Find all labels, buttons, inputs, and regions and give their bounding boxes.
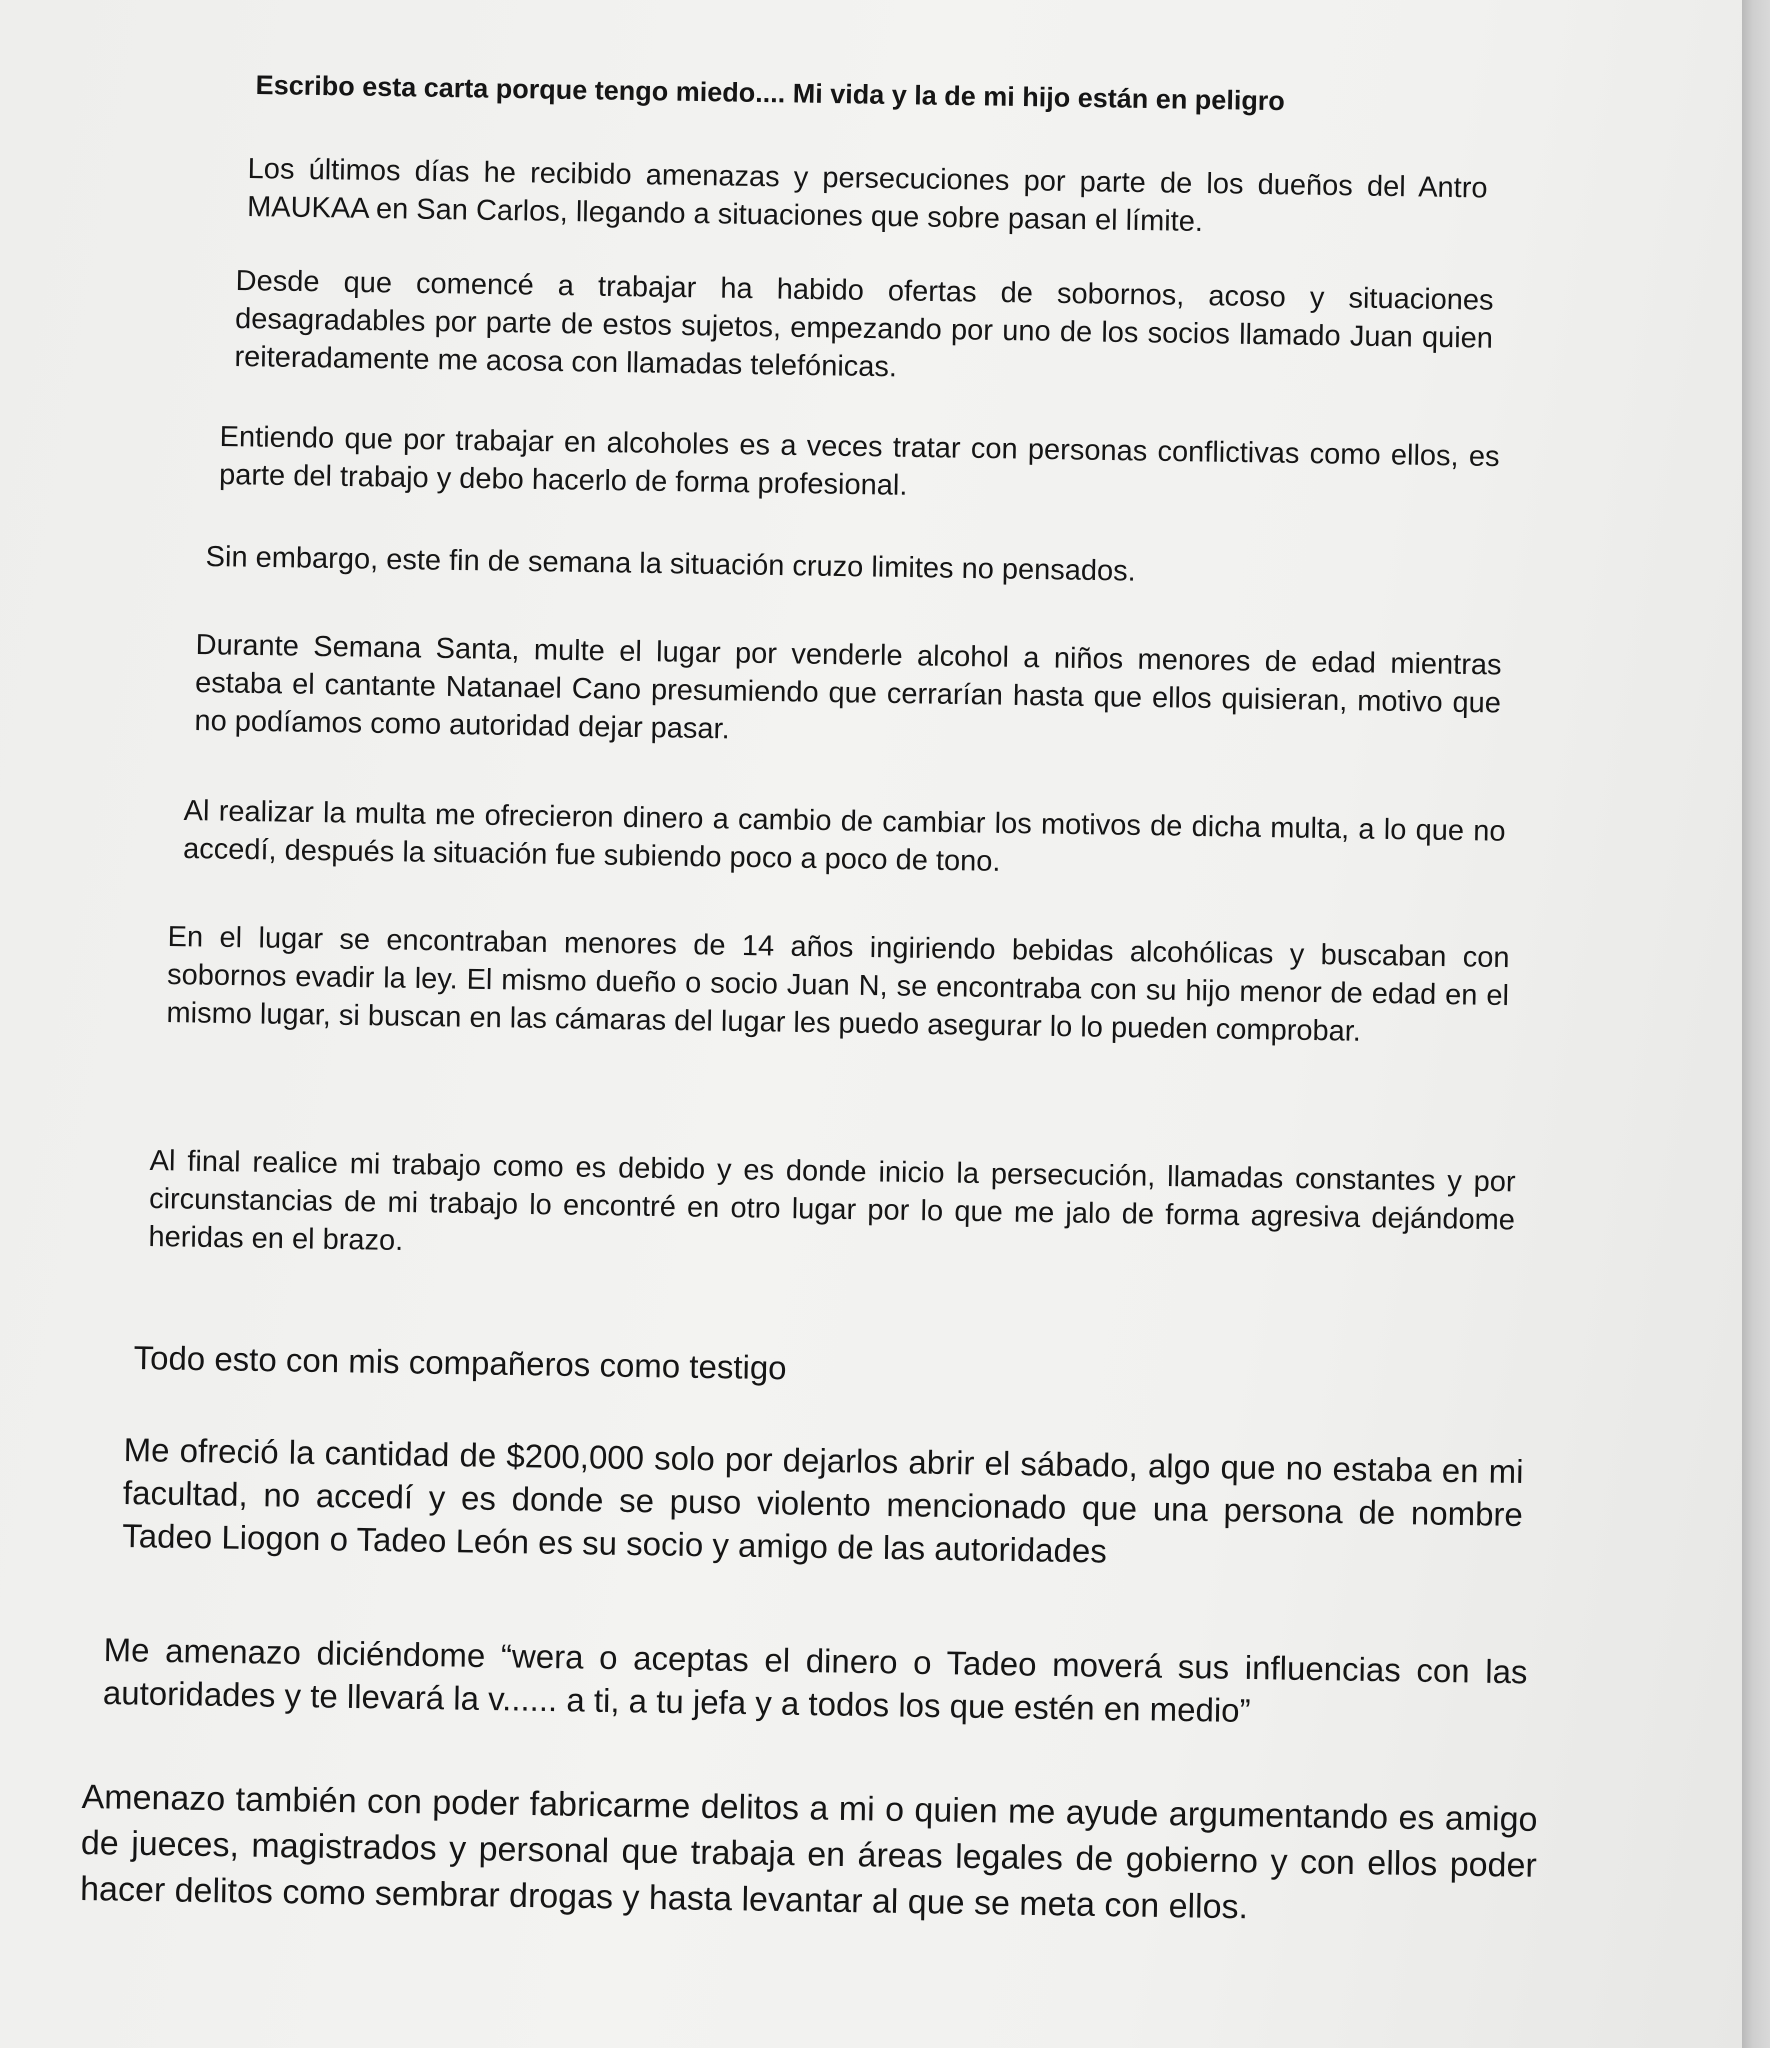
paragraph: Todo esto con mis compañeros como testigo xyxy=(133,1338,787,1387)
paragraph: Al realizar la multa me ofrecieron dinero a cambio de cambiar los motivos de dicha multa, a lo que no accedí, después la situación fue subiendo poco a poco de tono. xyxy=(182,794,1506,878)
paragraph: Al final realice mi trabajo como es debido y es donde inicio la persecución, llamadas constantes y por circunstancias de mi trabajo lo encontré en otro lugar por lo que me jalo de forma agresiva dejándome heridas en el brazo. xyxy=(148,1144,1516,1257)
paragraph: Me amenazo diciéndome “wera o aceptas el dinero o Tadeo moverá sus influencias con las autoridades y te llevará la v...... a ti, a tu jefa y a todos los que estén en medio” xyxy=(102,1630,1528,1730)
letter-title: Escribo esta carta porque tengo miedo.... Mi vida y la de mi hijo están en peligro xyxy=(255,69,1286,117)
paragraph: Amenazo también con poder fabricarme delitos a mi o quien me ayude argumentando es amigo de jueces, magistrados y personal que trabaja en áreas legales de gobierno y con ellos poder hacer delitos como sembrar drogas y hasta levantar al que se meta con ellos. xyxy=(79,1777,1538,1927)
paragraph: Me ofreció la cantidad de $200,000 solo por dejarlos abrir el sábado, algo que no estaba en mi facultad, no accedí y es donde se puso violento mencionado que una persona de nombre Tadeo Liogon o Tadeo León es su socio y amigo de las autoridades xyxy=(122,1430,1524,1570)
paragraph: En el lugar se encontraban menores de 14 años ingiriendo bebidas alcohólicas y buscaban con sobornos evadir la ley. El mismo dueño o socio Juan N, se encontraba con su hijo menor de edad en el mismo lugar, si buscan en las cámaras del lugar les puedo asegurar lo lo pueden comprobar. xyxy=(166,920,1510,1048)
paragraph: Desde que comencé a trabajar ha habido ofertas de sobornos, acoso y situaciones desagradables por parte de estos sujetos, empezando por uno de los socios llamado Juan quien reiteradamente me acosa con llamadas telefónicas. xyxy=(234,264,1494,384)
paragraph: Los últimos días he recibido amenazas y persecuciones por parte de los dueños del Antro MAUKAA en San Carlos, llegando a situaciones que sobre pasan el límite. xyxy=(246,152,1488,239)
paragraph: Entiendo que por trabajar en alcoholes es a veces tratar con personas conflictivas como ellos, es parte del trabajo y debo hacerlo de forma profesional. xyxy=(218,420,1500,502)
paragraph: Sin embargo, este fin de semana la situación cruzo limites no pensados. xyxy=(205,540,1136,588)
paragraph: Durante Semana Santa, multe el lugar por venderle alcohol a niños menores de edad mientras estaba el cantante Natanael Cano presumiendo que cerrarían hasta que ellos quisieran, motivo que no podíamos como autoridad dejar pasar. xyxy=(194,628,1502,746)
